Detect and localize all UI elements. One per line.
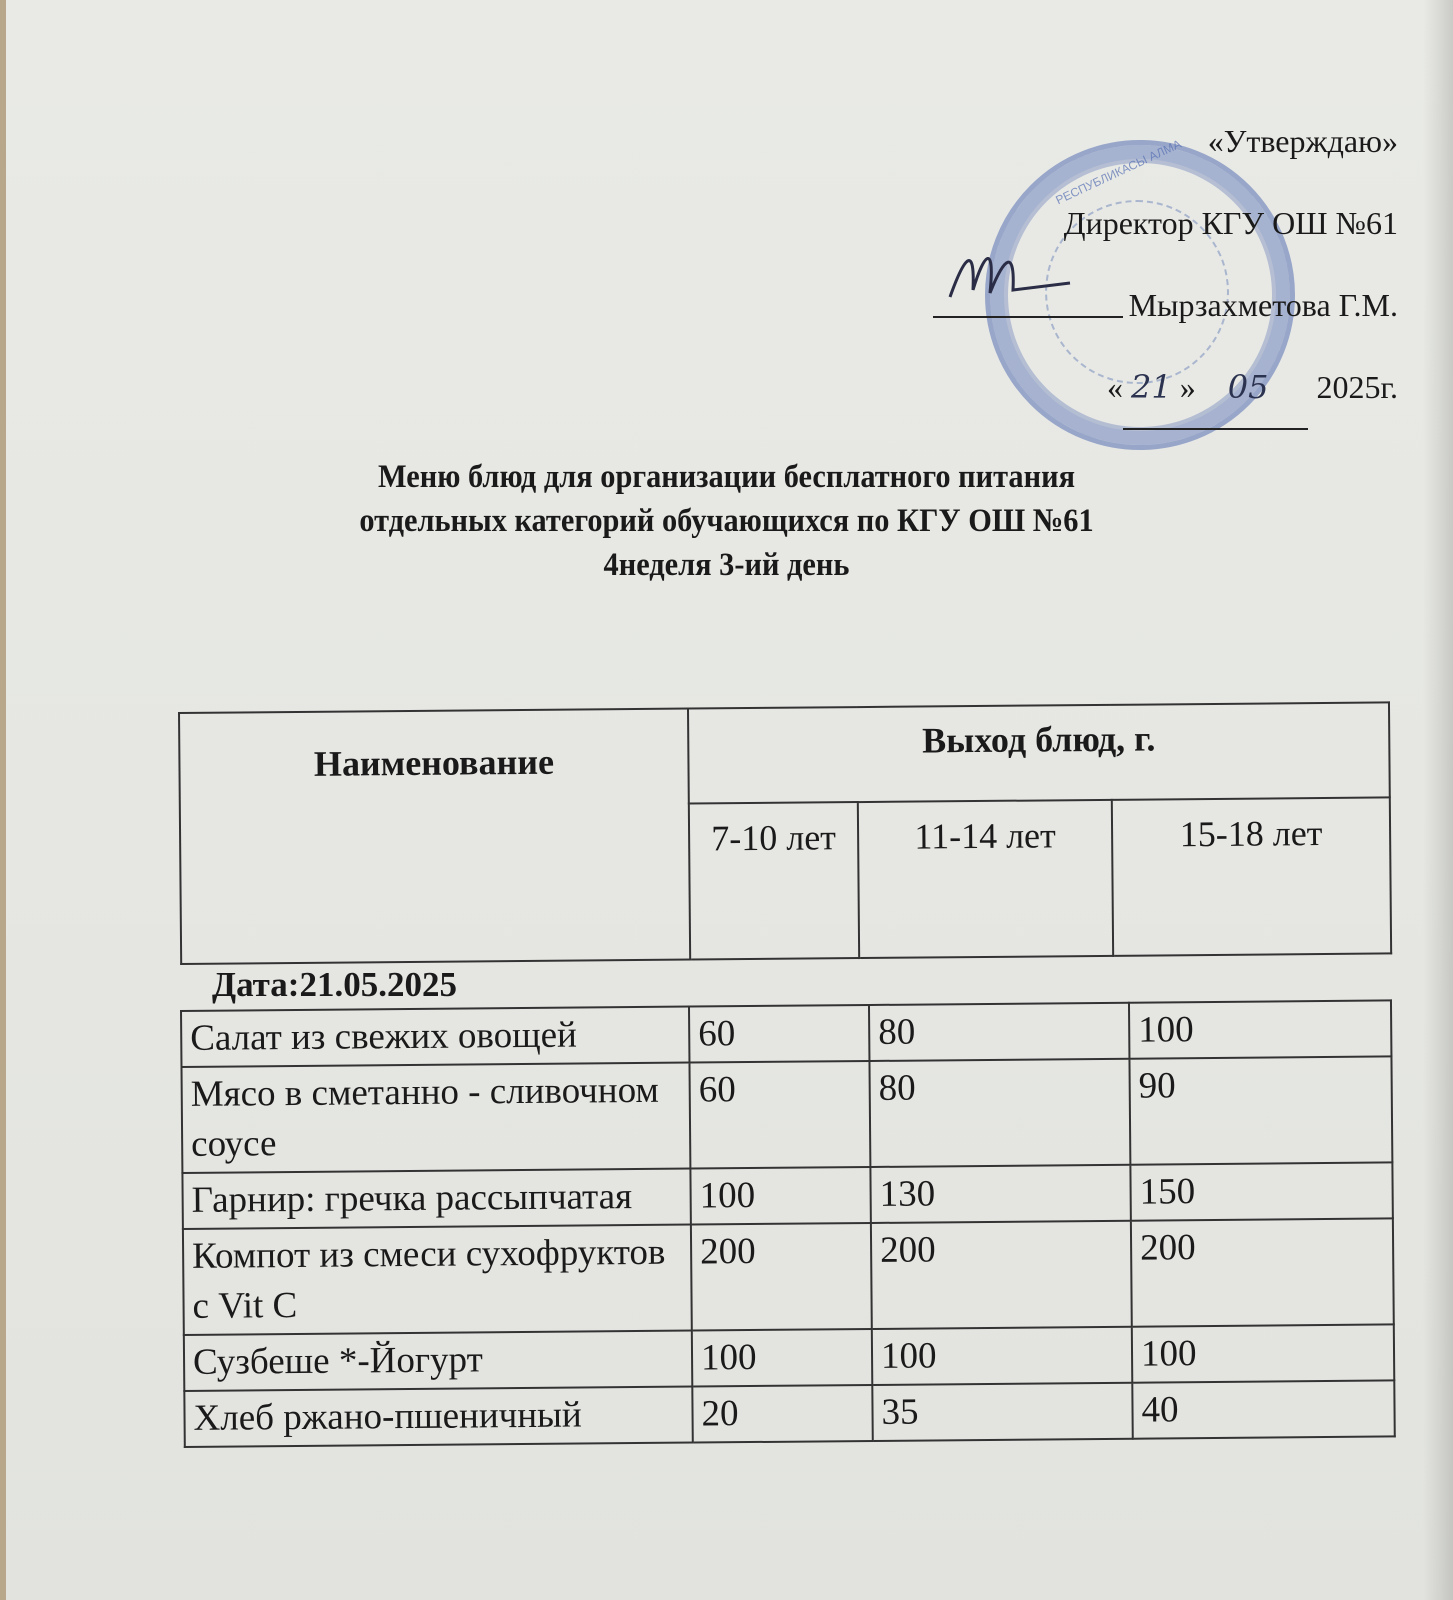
title-line-3: 4неделя 3-ий день <box>603 547 850 583</box>
portion-15-18: 100 <box>1132 1324 1394 1382</box>
paper-shadow <box>1423 0 1453 1600</box>
table-row <box>184 1324 1394 1391</box>
portion-11-14: 35 <box>872 1383 1132 1441</box>
table-row <box>181 1056 1392 1173</box>
portion-7-10: 100 <box>692 1329 872 1387</box>
director-position: Директор КГУ ОШ №61 <box>1063 205 1398 241</box>
name-column-header: Наименование <box>179 709 690 964</box>
age-group-11-14: 11-14 лет <box>858 799 1113 958</box>
portion-11-14: 200 <box>871 1221 1132 1329</box>
approval-block <box>933 100 1398 430</box>
table-row <box>182 1162 1392 1229</box>
table-row <box>183 1218 1394 1335</box>
date-year: 2025г. <box>1316 369 1398 405</box>
menu-date: Дата:21.05.2025 <box>212 965 457 1004</box>
approve-label: «Утверждаю» <box>1207 123 1398 159</box>
document-title <box>58 455 1395 587</box>
dish-name: Сузбеше *-Йогурт <box>184 1331 692 1391</box>
portion-15-18: 40 <box>1132 1380 1394 1438</box>
dish-name: Хлеб ржано-пшеничный <box>184 1387 692 1447</box>
portion-15-18: 150 <box>1130 1162 1392 1220</box>
age-group-7-10: 7-10 лет <box>689 802 859 960</box>
date-day-field <box>1123 346 1308 430</box>
table-row <box>184 1380 1394 1447</box>
age-group-15-18: 15-18 лет <box>1112 797 1391 956</box>
paper-left-edge <box>0 0 6 1600</box>
approval-date <box>933 346 1398 430</box>
quote-close: » <box>1179 369 1196 405</box>
portion-7-10: 100 <box>690 1167 870 1225</box>
signature-underline <box>933 316 1123 318</box>
portion-15-18: 200 <box>1131 1218 1394 1326</box>
quote-open: « <box>1107 369 1124 405</box>
date-day: 21 <box>1131 368 1172 406</box>
portion-15-18: 100 <box>1129 1000 1391 1058</box>
portion-7-10: 60 <box>689 1061 870 1169</box>
output-column-header: Выход блюд, г. <box>688 702 1390 803</box>
table-row <box>181 1000 1391 1067</box>
portion-7-10: 60 <box>689 1005 869 1063</box>
stamp-text: РЕСПУБЛИКАСЫ АЛМА <box>1053 136 1184 208</box>
director-name: Мырзахметова Г.М. <box>1128 287 1398 323</box>
title-line-1: Меню блюд для организации бесплатного питания <box>377 459 1076 495</box>
title-line-2: отдельных категорий обучающихся по КГУ ОШ №61 <box>359 503 1094 539</box>
portion-11-14: 80 <box>869 1003 1129 1061</box>
dish-name: Гарнир: гречка рассыпчатая <box>182 1169 690 1229</box>
director-signature-line <box>933 264 1398 346</box>
portion-15-18: 90 <box>1129 1056 1392 1164</box>
dish-name: Салат из свежих овощей <box>181 1007 689 1067</box>
portion-7-10: 20 <box>692 1385 872 1443</box>
menu-table <box>180 999 1396 1448</box>
dish-name: Компот из смеси сухофруктов с Vit C <box>183 1225 692 1335</box>
date-month: 05 <box>1227 368 1269 406</box>
portion-11-14: 80 <box>869 1059 1130 1167</box>
portion-11-14: 100 <box>872 1327 1132 1385</box>
dish-name: Мясо в сметанно - сливочном соусе <box>181 1063 690 1173</box>
header-table <box>178 701 1392 965</box>
portion-7-10: 200 <box>691 1223 872 1331</box>
portion-11-14: 130 <box>870 1165 1130 1223</box>
